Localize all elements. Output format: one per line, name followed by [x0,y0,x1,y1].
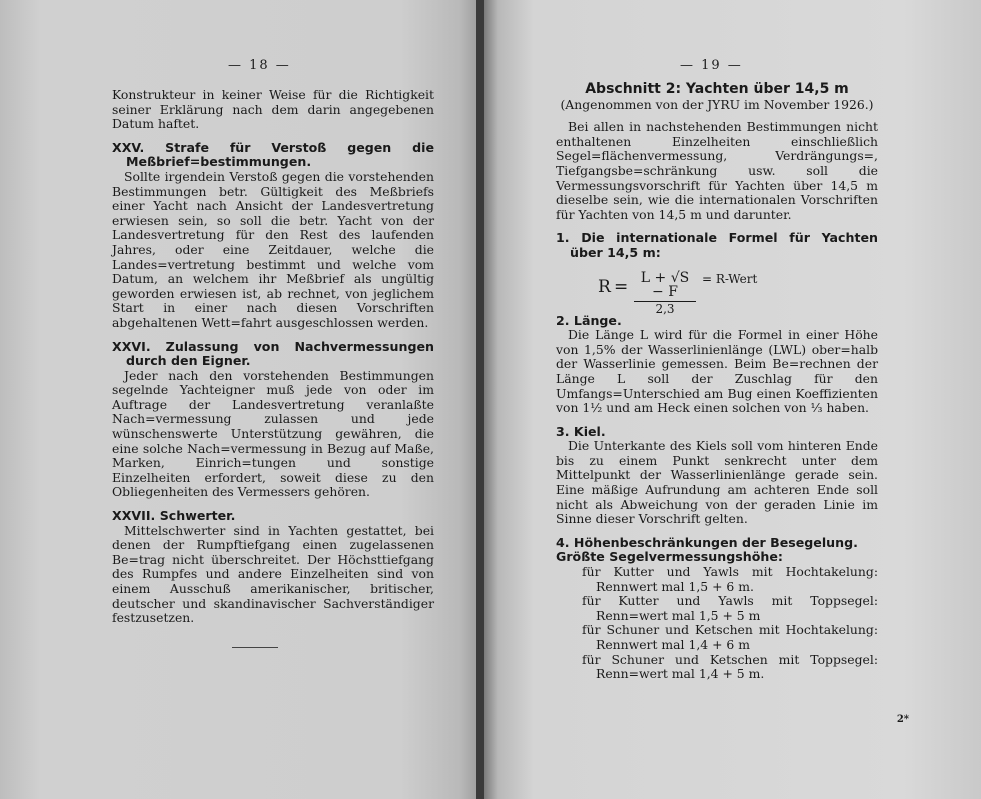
list-item: für Schuner und Ketschen mit Hochtakelung: Rennwert mal 1,4 + 6 m [582,622,878,652]
hoehe-subheading: Größte Segelvermessungshöhe: [556,549,783,565]
list-item: für Kutter und Yawls mit Toppsegel: Renn=wert mal 1,5 + 5 m [582,593,878,623]
section-divider [232,647,278,648]
intro-paragraph: Konstrukteur in keiner Weise für die Richtigkeit seiner Erklärung nach dem darin angegebenen Datum haftet. [112,87,434,132]
right-text-column [556,82,878,682]
rating-formula [556,269,878,316]
chapter-subtitle: (Angenommen von der JYRU im November 1926.) [560,96,874,112]
formula-lhs: R [598,276,611,297]
left-text-column [112,88,434,626]
list-item: für Schuner und Ketschen mit Toppsegel: Renn=wert mal 1,4 + 5 m. [582,651,878,682]
section-title-xxvi: XXVI. Zulassung von Nachvermessungen durch den Eigner. [112,338,434,369]
formula-result: = R-Wert [702,271,758,286]
laenge-body: Die Länge L wird für die Formel in einer Höhe von 1,5% der Wasserlinienlänge (LWL) ober=halb der Wasserlinie gemessen. Beim Be=rechnen der Länge L soll der Zuschlag für den Umfangs=Unterschied am Bug einen Koeffizienten von 1½ und am Heck einen solchen von ⅓ haben. [556,327,878,416]
left-page [0,0,478,799]
section-title-xxv: XXV. Strafe für Verstoß gegen die Meßbrief=bestimmungen. [112,139,434,170]
formula-heading: 1. Die internationale Formel für Yachten über 14,5 m: [556,230,878,260]
kiel-body: Die Unterkante des Kiels soll vom hinteren Ende bis zu einem Punkt senkrecht unter dem Mittelpunkt der Wasserlinienlänge gerade sein. Eine mäßige Aufrundung am achteren Ende soll nicht als Abweichung von der geraden Linie im Sinne dieser Vorschrift gelten. [556,438,878,527]
section-body-xxvii: Mittelschwerter sind in Yachten gestattet, bei denen der Rumpftiefgang einen zugelassenen Be=trag nicht überschreitet. Der Höchsttiefgang des Rumpfes und andere Einzelheiten sind von einem Ausschuß amerikanischer, britischer, deutscher und skandinavischer Sachverständiger festzusetzen. [112,522,434,626]
laenge-heading: 2. Länge. [556,312,622,328]
chapter-title: Abschnitt 2: Yachten über 14,5 m [585,81,849,97]
kiel-heading: 3. Kiel. [556,423,606,439]
hoehe-heading: 4. Höhenbeschränkungen der Besegelung. [556,534,858,550]
formula-fraction [634,271,696,317]
section-title-xxvii: XXVII. Schwerter. [112,508,236,524]
formula-numerator: L + √S − F [634,271,696,302]
formula-denominator: 2,3 [655,301,675,316]
section-body-xxvi: Jeder nach den vorstehenden Bestimmungen segelnde Yachteigner muß jede von oder im Auftrage der Landesvertretung veranlaßte Nach=vermessung zulassen und jede wünschenswerte Unterstützung gewähren, die eine solche Nach=vermessung in Bezug auf Maße, Marken, Einrich=tungen und sonstige Einzelheiten erfordert, soweit diese zu den Obliegenheiten des Vermessers gehören. [112,367,434,500]
section-body-xxv: Sollte irgendein Verstoß gegen die vorstehenden Bestimmungen betr. Gültigkeit des Meßbriefs einer Yacht nach Ansicht der Landesvertretung erwiesen sein, so soll die betr. Yacht von der Landesvertretung für den Rest des laufenden Jahres, oder eine Zeitdauer, welche die Landes=vertretung bestimmt und welche vom Datum, an welchem ihr Meßbrief als ungültig geworden erwiesen ist, ab rechnet, von jeglichem Start in einer nach diesen Vorschriften abgehaltenen Wett=fahrt ausgeschlossen werden. [112,168,434,330]
page-number: — 19 — [680,58,743,73]
formula-equals: = [614,276,629,297]
right-page [484,0,981,799]
chapter-intro: Bei allen in nachstehenden Bestimmungen nicht enthaltenen Einzelheiten einschließlich Segel=flächenvermessung, Verdrängungs=, Tiefgangsbe=schränkung usw. soll die Vermessungsvorschrift für Yachten über 14,5 m dieselbe sein, wie die internationalen Vorschriften für Yachten von 14,5 m und darunter. [556,119,878,222]
signature-mark: 2* [896,714,909,725]
list-item: für Kutter und Yawls mit Hochtakelung: Rennwert mal 1,5 + 6 m. [582,564,878,594]
page-number: — 18 — [228,58,291,73]
